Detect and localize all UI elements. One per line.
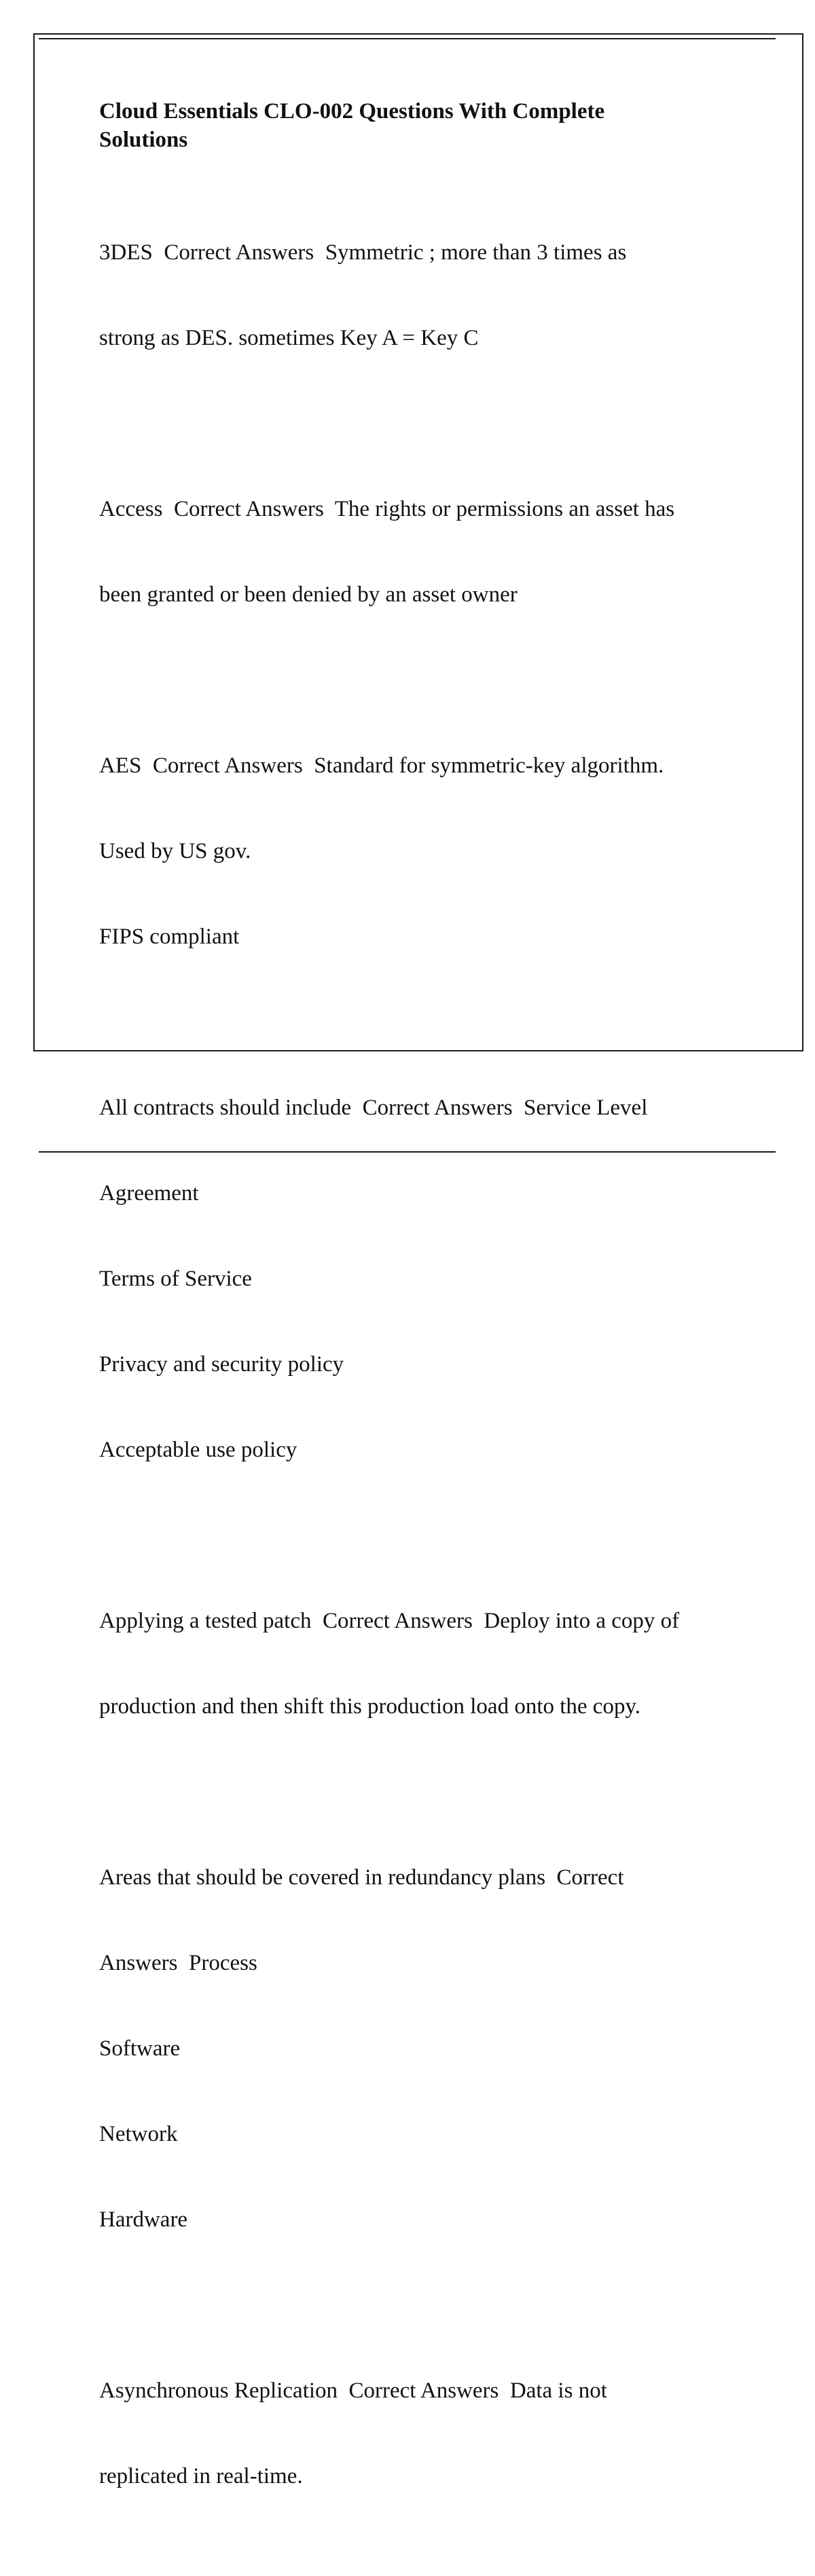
entry-async-replication: [99, 2319, 751, 2547]
entry-line: Applying a tested patch Correct Answers Deploy into a copy of: [99, 1609, 680, 1633]
entry-line: Answers Process: [99, 1951, 257, 1975]
entry-line: been granted or been denied by an asset owner: [99, 582, 518, 607]
entry-line: Hardware: [99, 2207, 188, 2232]
entry-line: Network: [99, 2122, 178, 2146]
entry-line: All contracts should include Correct Answers Service Level: [99, 1096, 648, 1120]
document-content: [99, 97, 751, 2576]
entry-applying-patch: [99, 1550, 751, 1778]
entry-line: Asynchronous Replication Correct Answers Data is not: [99, 2378, 607, 2403]
bottom-rule: [39, 1151, 776, 1153]
entry-line: Agreement: [99, 1181, 199, 1206]
entry-line: Privacy and security policy: [99, 1352, 344, 1377]
entry-redundancy-plans: [99, 1806, 751, 2291]
entry-line: AES Correct Answers Standard for symmetric-key algorithm.: [99, 753, 664, 778]
entry-3des: [99, 181, 751, 409]
entry-line: Used by US gov.: [99, 839, 251, 863]
title-line: Cloud Essentials CLO-002 Questions With Complete: [99, 99, 605, 124]
entry-line: production and then shift this production load onto the copy.: [99, 1694, 641, 1719]
entry-line: Terms of Service: [99, 1267, 252, 1291]
entry-line: Acceptable use policy: [99, 1438, 297, 1462]
entry-line: replicated in real-time.: [99, 2464, 303, 2488]
entry-line: FIPS compliant: [99, 925, 240, 949]
entry-line: 3DES Correct Answers Symmetric ; more than 3 times as: [99, 240, 627, 265]
entry-access: [99, 438, 751, 666]
entry-aes: [99, 694, 751, 1008]
entry-line: strong as DES. sometimes Key A = Key C: [99, 326, 479, 350]
entry-line: Access Correct Answers The rights or permissions an asset has: [99, 497, 675, 521]
entry-line: Software: [99, 2036, 181, 2061]
entry-all-contracts: [99, 1037, 751, 1521]
entry-line: Areas that should be covered in redundancy plans Correct: [99, 1865, 624, 1890]
title-line: Solutions: [99, 128, 188, 152]
document-title: [99, 97, 751, 154]
